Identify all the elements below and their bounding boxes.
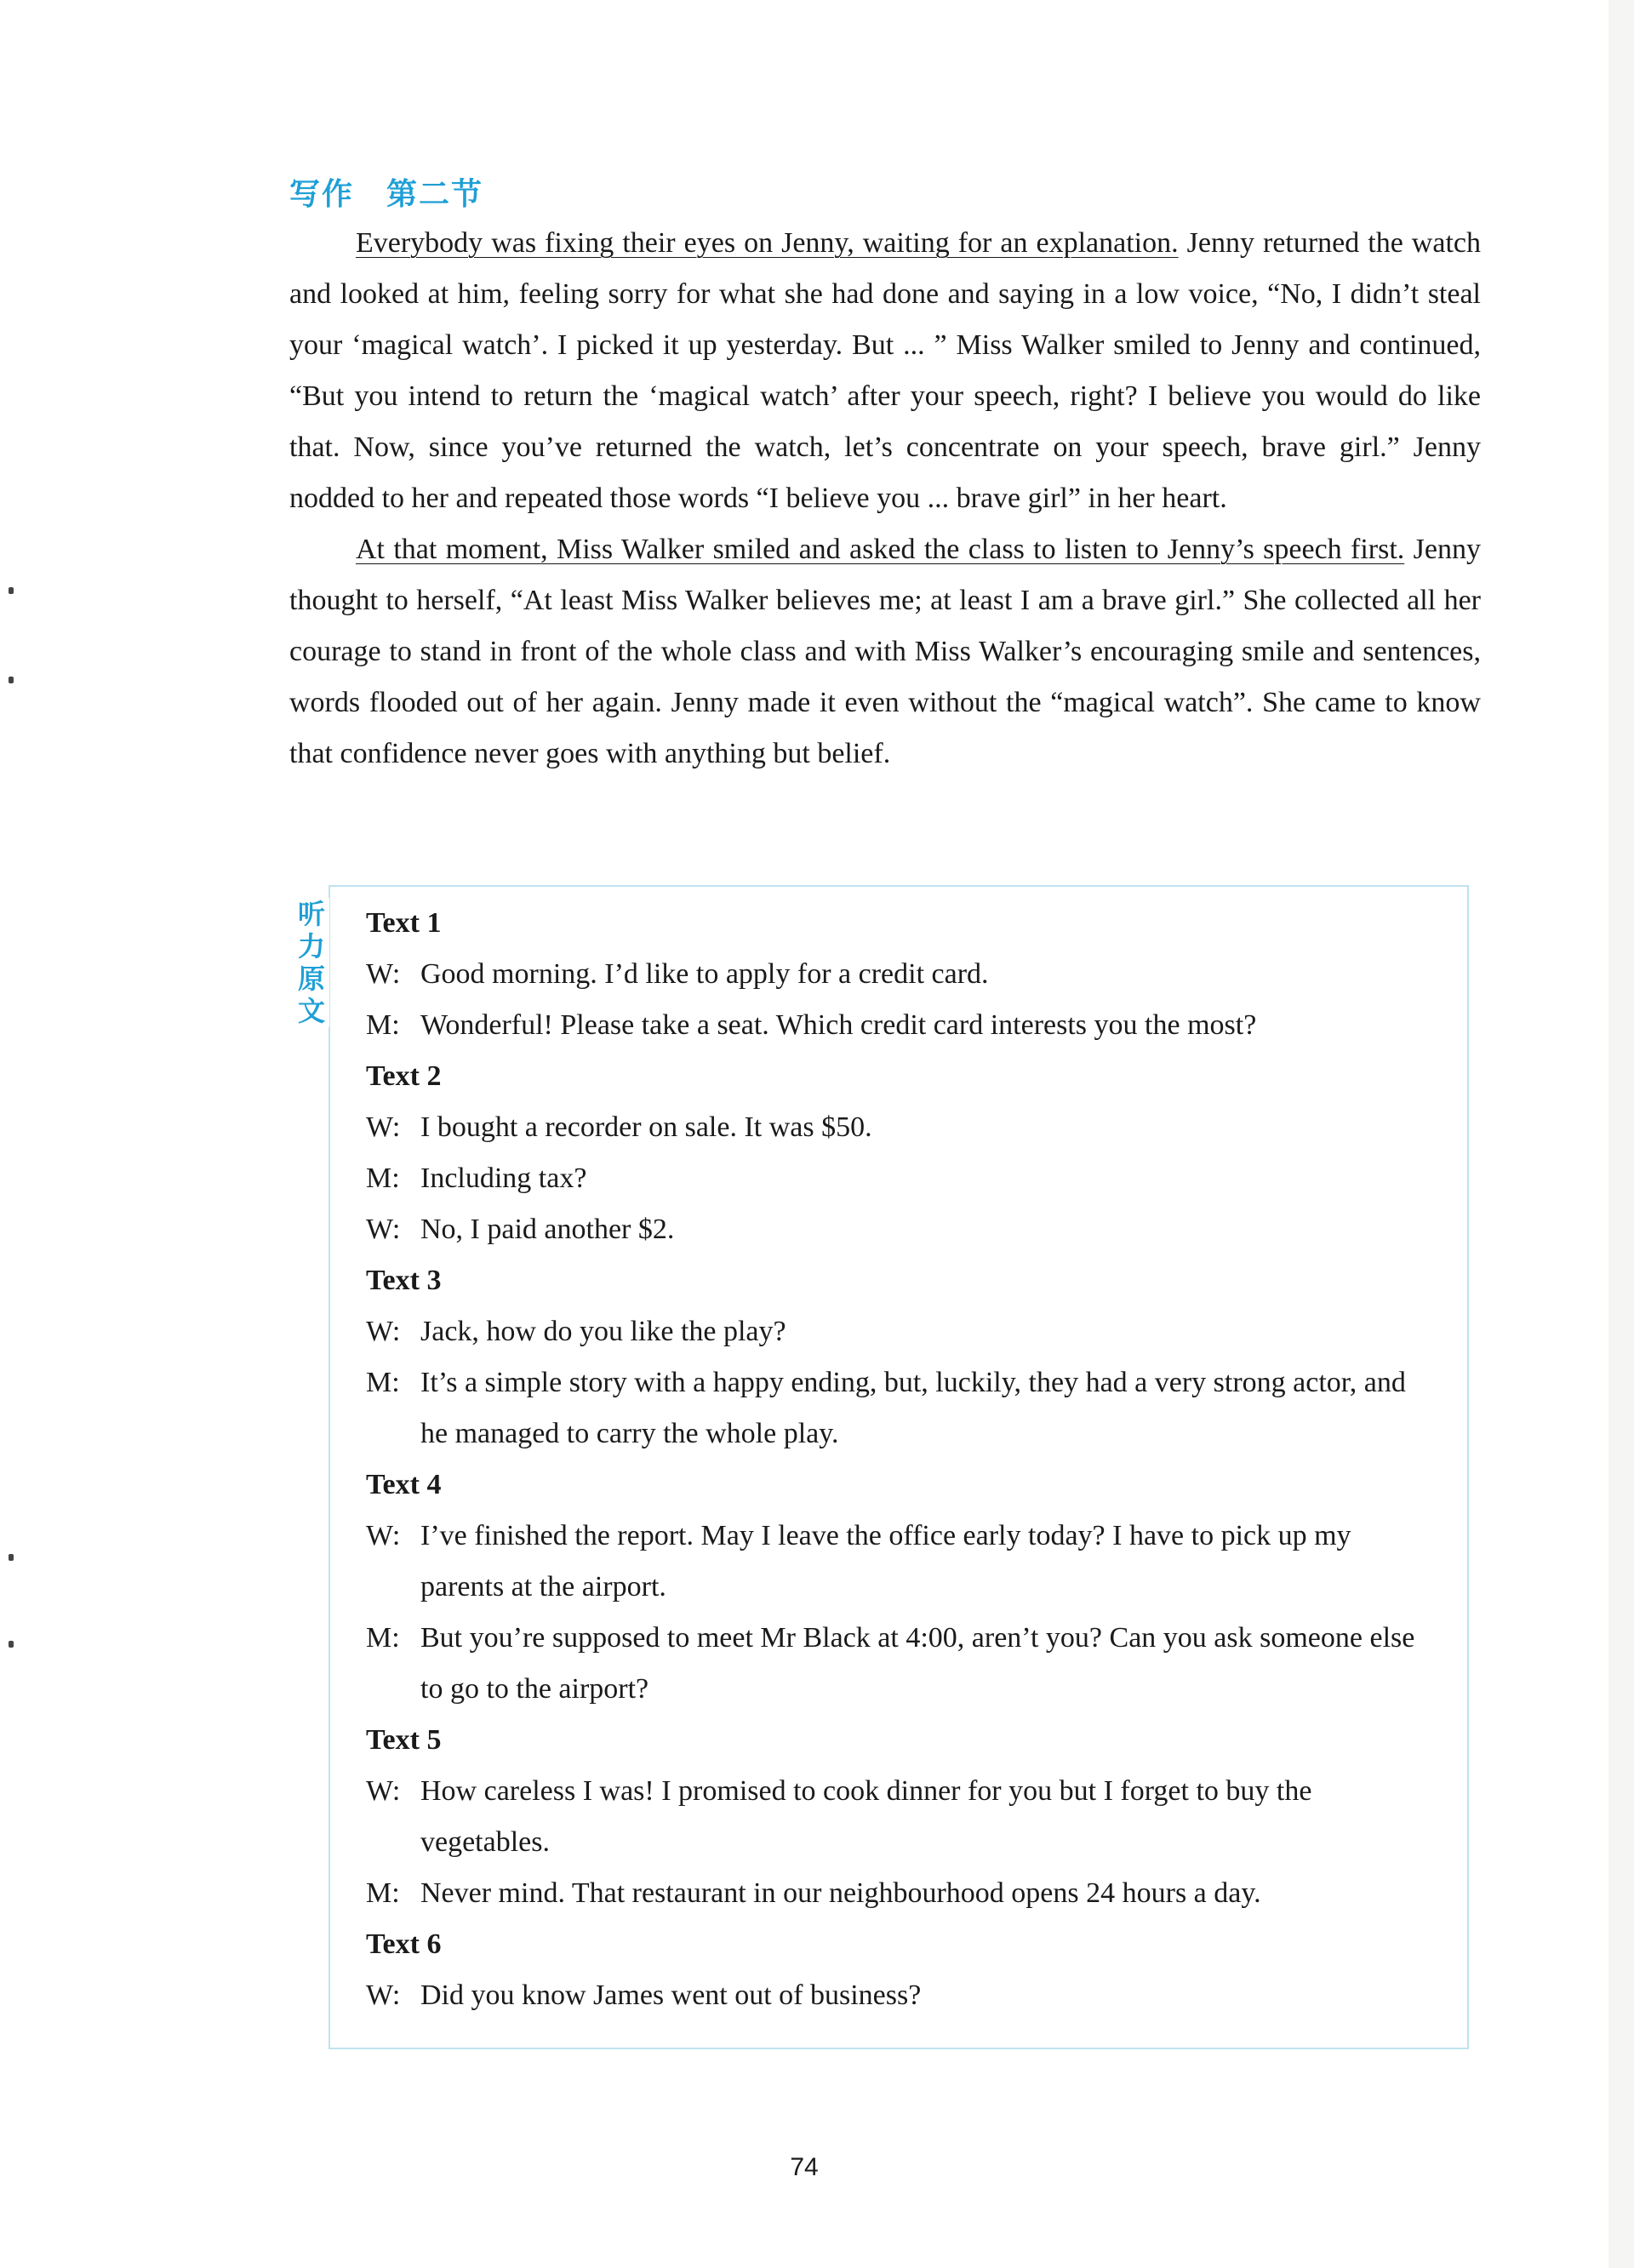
speaker: W: [366, 1316, 401, 1347]
text-heading: Text 3 [366, 1265, 442, 1296]
scan-speck [9, 1554, 14, 1561]
utterance: I bought a recorder on sale. It was $50. [420, 1111, 872, 1143]
dialogue-line [366, 1766, 1440, 1868]
section-title: 写作 第二节 [289, 177, 484, 212]
scan-speck [9, 677, 14, 683]
text-heading: Text 5 [366, 1724, 442, 1756]
text-heading: Text 6 [366, 1928, 442, 1960]
dialogue-line [366, 1102, 1440, 1153]
dialogue-line [366, 1868, 1440, 1919]
listening-transcript-label [294, 898, 329, 1027]
speaker: W: [366, 1980, 401, 2011]
speaker: W: [366, 958, 401, 990]
dialogue-line [366, 1204, 1440, 1255]
utterance: It’s a simple story with a happy ending, but, luckily, they had a very strong actor, and he managed to carry the whole play. [420, 1367, 1406, 1449]
essay-paragraph-2 [289, 524, 1481, 780]
utterance: No, I paid another $2. [420, 1214, 675, 1245]
utterance: How careless I was! I promised to cook dinner for you but I forget to buy the vegetables. [420, 1775, 1312, 1858]
utterance: Wonderful! Please take a seat. Which credit card interests you the most? [420, 1009, 1257, 1041]
speaker: W: [366, 1111, 401, 1143]
utterance: Good morning. I’d like to apply for a credit card. [420, 958, 989, 990]
essay [289, 218, 1481, 780]
utterance: But you’re supposed to meet Mr Black at 4:00, aren’t you? Can you ask someone else to go to the airport? [420, 1622, 1415, 1705]
paragraph-text: Jenny returned the watch and looked at him, feeling sorry for what she had done and saying in a low voice, “No, I didn’t steal your ‘magical watch’. I picked it up yesterday. But ... ” Miss Walker smiled to Jenny and continued, “But you intend to return the ‘magical watch’ after your speech, right? I believe you would do like that. Now, since you’ve returned the watch, let’s concentrate on your speech, brave girl.” Jenny nodded to her and repeated those words “I believe you ... brave girl” in her heart. [289, 227, 1481, 514]
label-char: 文 [297, 995, 325, 1027]
speaker: M: [366, 1367, 400, 1398]
dialogue-line [366, 1153, 1440, 1204]
utterance: I’ve finished the report. May I leave the office early today? I have to pick up my parents at the airport. [420, 1520, 1351, 1602]
dialogue-line [366, 1970, 1440, 2021]
essay-paragraph-1 [289, 218, 1481, 524]
label-char: 原 [297, 963, 325, 995]
scan-speck [9, 587, 14, 594]
dialogue-line [366, 1357, 1440, 1460]
text-heading: Text 4 [366, 1469, 442, 1500]
speaker: W: [366, 1520, 401, 1551]
speaker: M: [366, 1877, 400, 1909]
page-number: 74 [790, 2153, 819, 2181]
dialogue-line [366, 1613, 1440, 1715]
scan-speck [9, 1641, 14, 1648]
speaker: M: [366, 1622, 400, 1654]
dialogue-line [366, 1000, 1440, 1051]
underlined-sentence: Everybody was fixing their eyes on Jenny, waiting for an explanation. [356, 227, 1179, 259]
dialogue-line [366, 1306, 1440, 1357]
label-char: 力 [297, 930, 325, 963]
dialogue-line [366, 1511, 1440, 1613]
utterance: Never mind. That restaurant in our neighbourhood opens 24 hours a day. [420, 1877, 1261, 1909]
utterance: Jack, how do you like the play? [420, 1316, 786, 1347]
text-heading: Text 1 [366, 907, 442, 939]
speaker: W: [366, 1775, 401, 1807]
label-char: 听 [297, 898, 325, 930]
dialogue-line [366, 949, 1440, 1000]
paragraph-text: Jenny thought to herself, “At least Miss Walker believes me; at least I am a brave girl.” She collected all her courage to stand in front of the whole class and with Miss Walker’s encouraging smile and sentences, words flooded out of her again. Jenny made it even without the “magical watch”. She came to know that confidence never goes with anything but belief. [289, 534, 1481, 769]
underlined-sentence: At that moment, Miss Walker smiled and asked the class to listen to Jenny’s speech first. [356, 534, 1405, 565]
speaker: M: [366, 1163, 400, 1194]
transcript [366, 898, 1440, 2021]
utterance: Did you know James went out of business? [420, 1980, 922, 2011]
speaker: W: [366, 1214, 401, 1245]
speaker: M: [366, 1009, 400, 1041]
utterance: Including tax? [420, 1163, 587, 1194]
text-heading: Text 2 [366, 1060, 442, 1092]
